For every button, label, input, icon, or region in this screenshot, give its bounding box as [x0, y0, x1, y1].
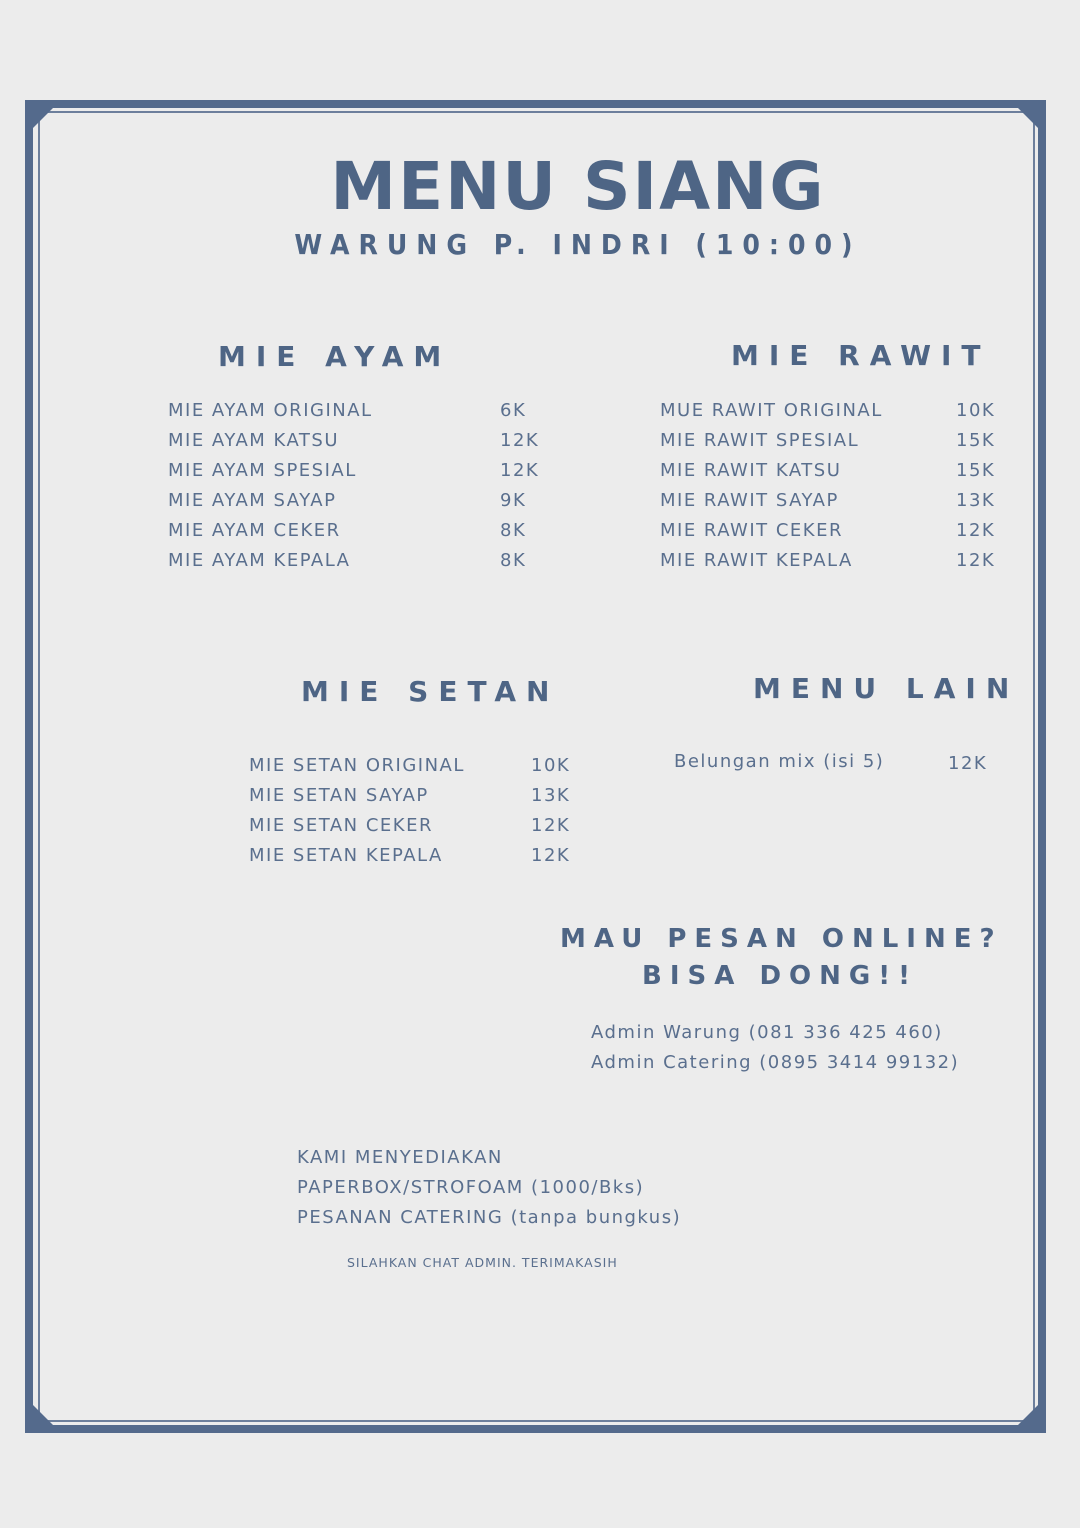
- online-order-heading: MAU PESAN ONLINE?: [560, 924, 1003, 954]
- menu-item-price: 12K: [948, 753, 988, 774]
- menu-item-name: MIE SETAN SAYAP: [249, 785, 429, 806]
- menu-item-name: MIE AYAM SPESIAL: [168, 460, 357, 481]
- menu-item-price: 8K: [500, 520, 527, 541]
- menu-item-name: MIE RAWIT CEKER: [660, 520, 843, 541]
- menu-item-name: MIE SETAN ORIGINAL: [249, 755, 465, 776]
- menu-item-price: 15K: [956, 430, 996, 451]
- menu-item-price: 8K: [500, 550, 527, 571]
- menu-item-price: 12K: [956, 520, 996, 541]
- menu-subtitle: WARUNG P. INDRI (10:00): [294, 228, 862, 261]
- menu-item-name: MIE AYAM SAYAP: [168, 490, 337, 511]
- section-heading-mie-setan: MIE SETAN: [301, 675, 560, 708]
- menu-item-price: 12K: [531, 845, 571, 866]
- menu-item-name: MIE AYAM ORIGINAL: [168, 400, 373, 421]
- menu-item-name: MIE RAWIT SPESIAL: [660, 430, 860, 451]
- menu-title: MENU SIANG: [330, 148, 826, 225]
- section-heading-mie-rawit: MIE RAWIT: [731, 339, 991, 372]
- menu-item-price: 10K: [956, 400, 996, 421]
- menu-item-name: MIE AYAM KATSU: [168, 430, 340, 451]
- closing-note: SILAHKAN CHAT ADMIN. TERIMAKASIH: [347, 1255, 618, 1270]
- contact-admin-catering: Admin Catering (0895 3414 99132): [591, 1052, 960, 1073]
- menu-item-price: 12K: [500, 430, 540, 451]
- corner-ornament-top-left: [25, 100, 61, 136]
- service-line: PAPERBOX/STROFOAM (1000/Bks): [297, 1177, 645, 1198]
- menu-item-name: MIE RAWIT KATSU: [660, 460, 842, 481]
- menu-item-name: MIE RAWIT SAYAP: [660, 490, 839, 511]
- menu-item-price: 12K: [956, 550, 996, 571]
- menu-item-name: MUE RAWIT ORIGINAL: [660, 400, 883, 421]
- menu-item-price: 13K: [956, 490, 996, 511]
- corner-ornament-bottom-right: [1010, 1397, 1046, 1433]
- menu-item-name: Belungan mix (isi 5): [674, 751, 885, 772]
- service-line: PESANAN CATERING (tanpa bungkus): [297, 1207, 682, 1228]
- menu-item-price: 12K: [531, 815, 571, 836]
- menu-item-name: MIE SETAN CEKER: [249, 815, 433, 836]
- menu-item-price: 6K: [500, 400, 527, 421]
- menu-item-name: MIE AYAM CEKER: [168, 520, 341, 541]
- menu-item-name: MIE SETAN KEPALA: [249, 845, 443, 866]
- menu-item-price: 9K: [500, 490, 527, 511]
- menu-item-price: 13K: [531, 785, 571, 806]
- corner-ornament-bottom-left: [25, 1397, 61, 1433]
- contact-admin-warung: Admin Warung (081 336 425 460): [591, 1022, 943, 1043]
- menu-item-name: MIE RAWIT KEPALA: [660, 550, 853, 571]
- service-line: KAMI MENYEDIAKAN: [297, 1147, 503, 1168]
- menu-item-price: 10K: [531, 755, 571, 776]
- menu-item-name: MIE AYAM KEPALA: [168, 550, 351, 571]
- section-heading-menu-lain: MENU LAIN: [753, 672, 1020, 705]
- corner-ornament-top-right: [1010, 100, 1046, 136]
- menu-item-price: 12K: [500, 460, 540, 481]
- section-heading-mie-ayam: MIE AYAM: [218, 340, 452, 373]
- online-order-subheading: BISA DONG!!: [642, 961, 918, 991]
- menu-item-price: 15K: [956, 460, 996, 481]
